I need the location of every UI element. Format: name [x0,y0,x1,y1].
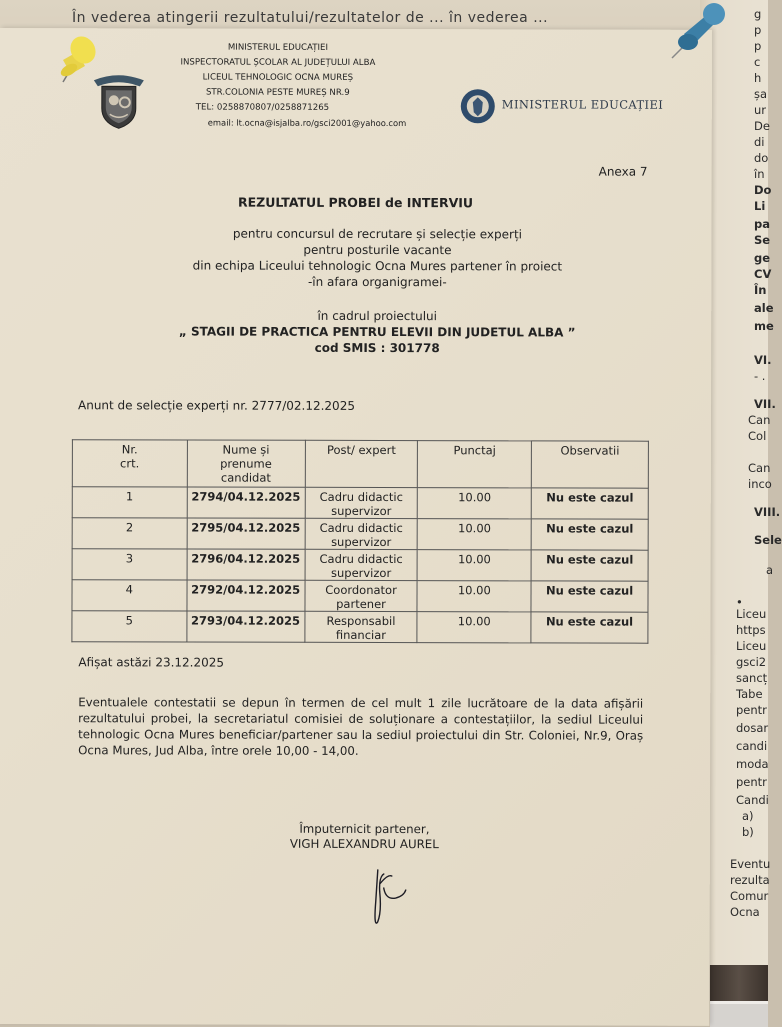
partial-text-line: g [754,7,762,21]
header-ministry: MINISTERUL EDUCAȚIEI [227,42,329,53]
partial-text-line: pentr [736,703,767,717]
row-number-cell: 1 [72,487,187,518]
header-phone: TEL: 0258870807/0258871265 [195,102,330,113]
partial-text-line: a) [742,809,754,823]
partial-text-line: ge [754,251,771,265]
column-header: Punctaj [418,441,532,488]
yellow-pushpin-icon [55,30,105,86]
partial-text-line: • [736,595,743,609]
partial-text-line: VI. [754,353,772,367]
partial-text-line: a [766,563,774,577]
header-school: LICEUL TEHNOLOGIC OCNA MUREȘ [202,72,354,83]
partial-text-line: Liceu [736,639,767,653]
candidate-registration-cell: 2796/04.12.2025 [187,549,305,580]
subtitle-line: -în afara organigramei- [307,274,447,290]
header-email: email: lt.ocna@isjalba.ro/gsci2001@yahoo.com [207,117,407,129]
table-header-row [72,440,648,489]
partial-text-line: De [754,119,770,133]
column-header: Observatii [531,441,648,488]
score-cell: 10.00 [418,550,532,581]
handwritten-signature [366,862,416,932]
window-sill [710,1001,768,1027]
partial-text-line: candi [736,739,768,753]
partial-text-line: Sele [754,533,782,547]
partial-text-line: Do [754,183,772,197]
subtitle-line: pentru posturile vacante [303,242,452,258]
observations-cell: Nu este cazul [531,488,648,519]
column-header: Nr. crt. [72,440,187,487]
partial-text-line: gsci2 [736,655,767,669]
header-inspectorate: INSPECTORATUL ȘCOLAR AL JUDEȚULUI ALBA [180,57,376,68]
partial-text-line: rezulta [730,873,770,887]
table-row [72,580,648,613]
partial-text-line: pentr [736,775,767,789]
signatory-role: Împuternicit partener, [299,821,430,837]
background-sheet-text: În vederea atingerii rezultatului/rezultatelor de ... în vederea ... [72,10,549,26]
score-cell: 10.00 [418,519,532,550]
posted-date: Afișat astăzi 23.12.2025 [78,655,225,670]
document-subtitle [0,225,755,291]
partial-text-line: c [754,55,761,69]
post-expert-cell: Cadru didactic supervizor [305,518,418,549]
appeal-notice: Eventualele contestatii se depun în termen de cel mult 1 zile lucrătoare de la data afișării rezultatului probei, la secretariatul comisiei de soluționare a contestațiilor, la sediul Liceului tehnologic Ocna Mures beneficiar/partener sau la sediul proiectului din Str. Coloniei, Nr.9, Oraș Ocna Mures, Jud Alba, între orele 10,00 - 14,00. [78,695,644,758]
project-block [0,307,755,357]
table-row [72,549,648,582]
smis-code: cod SMIS : 301778 [314,340,440,356]
partial-text-line: di [754,135,765,149]
project-intro: în cadrul proiectului [317,308,438,324]
partial-text-line: dosar [736,721,769,735]
partial-text-line: Se [754,233,771,247]
partial-text-line: în [754,167,765,181]
partial-text-line: șa [754,87,768,101]
ministry-label: MINISTERUL EDUCAȚIEI [501,97,664,112]
candidate-registration-cell: 2792/04.12.2025 [187,580,305,611]
partial-text-line: Liceu [736,607,767,621]
partial-text-line: VII. [754,397,776,411]
partial-text-line: Eventu [730,857,771,871]
candidate-registration-cell: 2794/04.12.2025 [187,487,305,518]
observations-cell: Nu este cazul [531,581,648,612]
partial-text-line: ur [754,103,767,117]
partial-text-line: moda [736,757,769,771]
table-row [72,518,648,551]
partial-text-line: h [754,71,762,85]
table-row [72,487,648,520]
partial-text-line: do [754,151,769,165]
observations-cell: Nu este cazul [531,519,648,550]
row-number-cell: 3 [72,549,187,580]
partial-text-line: https [736,623,766,637]
column-header: Post/ expert [305,440,418,487]
partial-text-line: Tabe [736,687,763,701]
results-table [71,439,649,644]
partial-text-line: Comur [730,889,769,903]
announcement-reference: Anunt de selecție experți nr. 2777/02.12.2025 [77,398,355,413]
subtitle-line: pentru concursul de recrutare și selecție experți [232,226,523,242]
row-number-cell: 2 [72,518,187,549]
partial-text-line: ale [754,301,774,315]
partial-text-line: me [754,319,774,333]
partial-text-line: VIII. [754,505,781,519]
score-cell: 10.00 [418,488,532,519]
table-row [72,611,648,644]
annex-label: Anexa 7 [598,164,648,179]
partial-text-line: CV [754,267,772,281]
institution-header [178,40,407,131]
observations-cell: Nu este cazul [531,612,648,643]
partial-text-line: Candi [736,793,769,807]
observations-cell: Nu este cazul [531,550,648,581]
partial-text-line: Li [754,199,766,213]
row-number-cell: 4 [72,580,187,611]
partial-text-line: - . [754,369,766,383]
partial-text-line: p [754,39,762,53]
partial-text-line: pa [754,217,770,231]
signature-block [290,822,439,852]
main-document [0,28,712,1026]
post-expert-cell: Cadru didactic supervizor [305,487,418,518]
score-cell: 10.00 [417,612,531,643]
project-name: „ STAGII DE PRACTICA PENTRU ELEVII DIN JUDETUL ALBA ” [178,324,576,340]
partial-text-line: p [754,23,762,37]
partial-text-line: În [754,283,767,297]
column-header: Nume și prenume candidat [187,440,305,487]
partial-text-line: Can [748,461,771,475]
partial-text-line: sancț [736,671,768,685]
partial-text-line: b) [742,825,754,839]
romanian-government-seal-icon [460,88,496,124]
signatory-name: VIGH ALEXANDRU AUREL [289,836,439,852]
partial-text-line: Ocna [730,905,760,919]
row-number-cell: 5 [72,611,187,642]
frame-strip [710,965,768,1001]
post-expert-cell: Cadru didactic supervizor [305,549,418,580]
score-cell: 10.00 [417,581,531,612]
document-title: REZULTATUL PROBEI de INTERVIU [237,194,474,211]
blue-pushpin-icon [668,0,730,62]
candidate-registration-cell: 2793/04.12.2025 [187,611,305,642]
partial-text-line: Col [748,429,767,443]
post-expert-cell: Coordonator partener [305,580,418,611]
candidate-registration-cell: 2795/04.12.2025 [187,518,305,549]
post-expert-cell: Responsabil financiar [304,611,417,642]
partial-text-line: inco [748,477,772,491]
subtitle-line: din echipa Liceului tehnologic Ocna Mures partener în proiect [192,258,563,274]
header-address: STR.COLONIA PESTE MUREȘ NR.9 [205,87,350,98]
partial-text-line: Can [748,413,771,427]
